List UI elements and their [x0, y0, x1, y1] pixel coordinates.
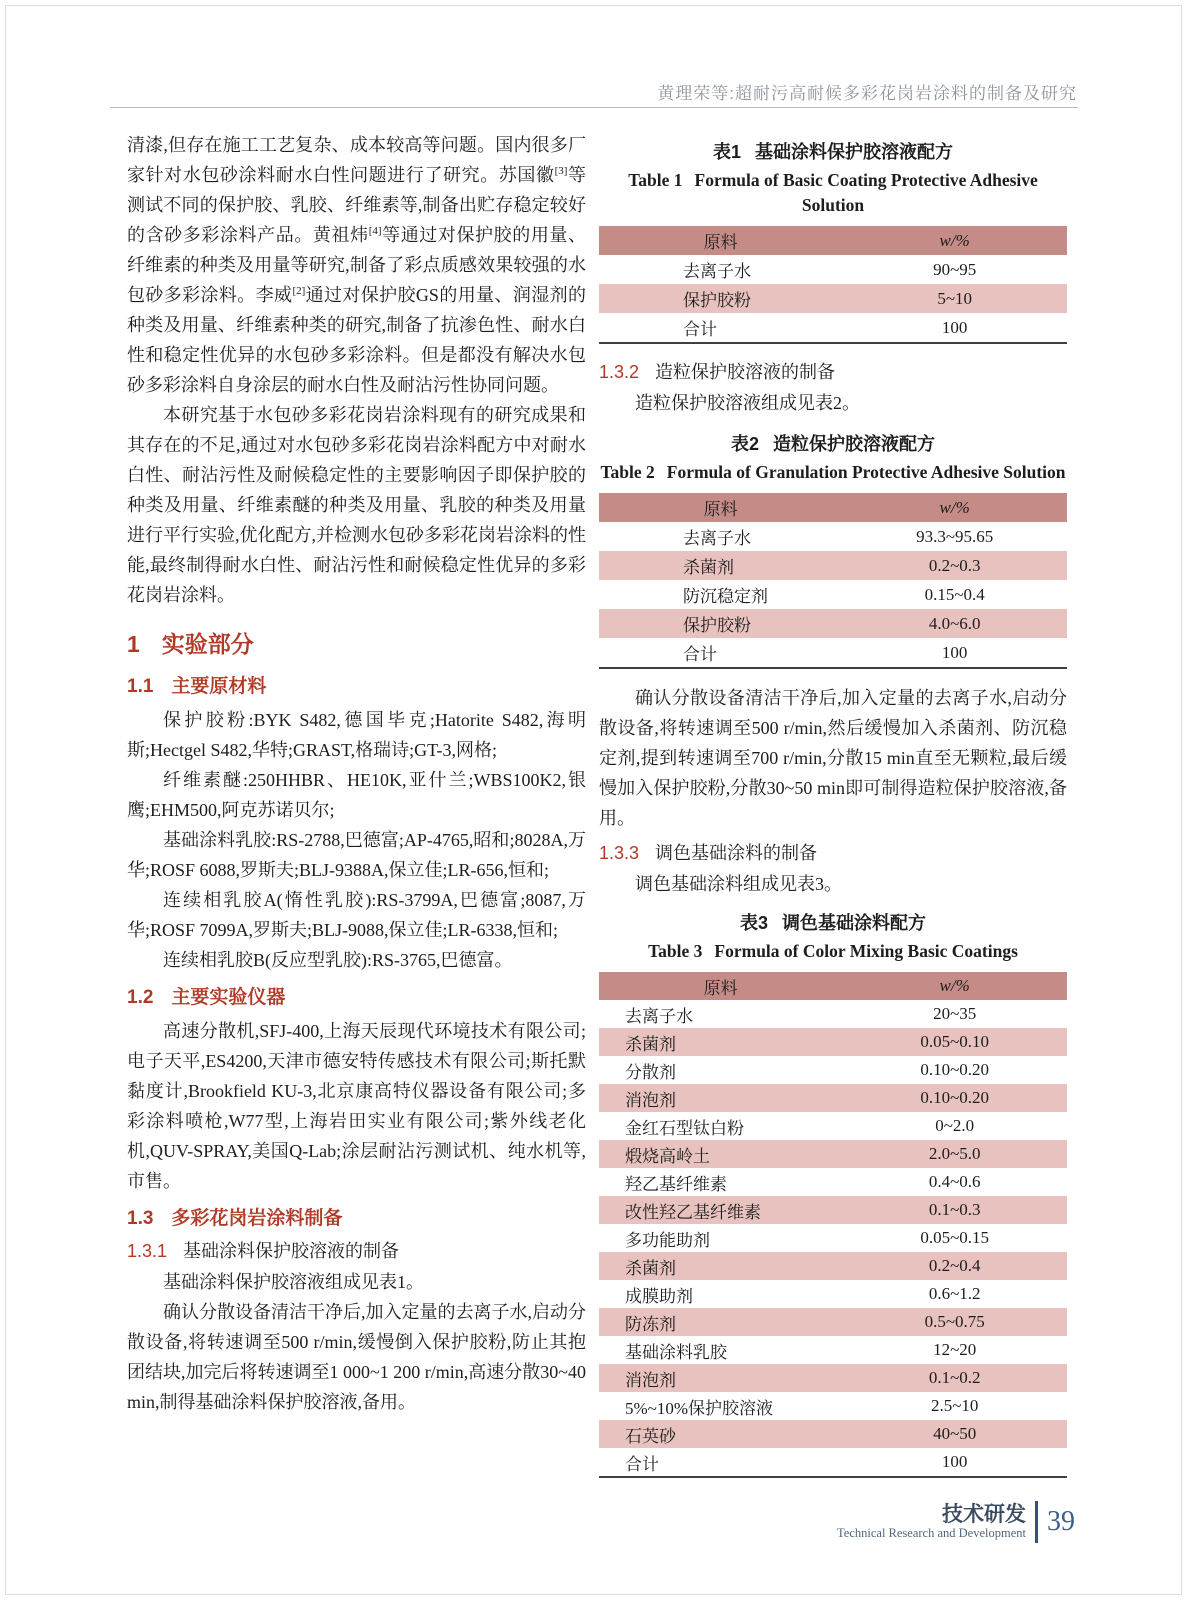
table-title: Formula of Basic Coating Protective Adhesive Solution — [694, 170, 1038, 215]
section-heading-1-3-3 — [599, 839, 1067, 865]
ingredient-cell: 合计 — [683, 320, 717, 339]
value-cell: 0~2.0 — [935, 1116, 975, 1135]
value-cell: 100 — [941, 317, 968, 337]
value-cell: 0.6~1.2 — [928, 1284, 981, 1303]
value-cell: 0.1~0.2 — [928, 1368, 981, 1387]
citation-ref: [4] — [368, 225, 382, 237]
ingredient-cell: 多功能助剂 — [625, 1230, 710, 1250]
table-row — [599, 522, 1067, 551]
value-cell: 0.05~0.10 — [920, 1032, 990, 1051]
paragraph-materials-3: 基础涂料乳胶:RS-2788,巴德富;AP-4765,昭和;8028A,万华;ROSF 6088,罗斯夫;BLJ-9388A,保立佳;LR-656,恒和; — [127, 830, 586, 880]
table-1-title-en — [599, 168, 1067, 218]
section-title: 调色基础涂料的制备 — [655, 843, 818, 863]
ingredient-cell: 金红石型钛白粉 — [625, 1118, 744, 1138]
paragraph-materials-2: 纤维素醚:250HHBR、HE10K,亚什兰;WBS100K2,银鹰;EHM500,阿克苏诺贝尔; — [127, 770, 586, 820]
table-row — [599, 1420, 1067, 1448]
table-row — [599, 1056, 1067, 1084]
ingredient-cell: 基础涂料乳胶 — [625, 1342, 727, 1362]
ingredient-cell: 杀菌剂 — [625, 1258, 676, 1278]
paragraph-intro-2: 本研究基于水包砂多彩花岗岩涂料现有的研究成果和其存在的不足,通过对水包砂多彩花岗岩涂料配方中对耐水白性、耐沾污性及耐候稳定性的主要影响因子即保护胶的种类及用量、纤维素醚的种类及用量、乳胶的种类及用量进行平行实验,优化配方,并检测水包砂多彩花岗岩涂料的性能,最终制得耐水白性、耐沾污性和耐候稳定性优异的多彩花岗岩涂料。 — [127, 405, 586, 605]
table-header-row — [599, 493, 1067, 522]
table-title: 基础涂料保护胶溶液配方 — [755, 142, 953, 162]
section-number: 1.3.2 — [599, 362, 640, 382]
table-row — [599, 284, 1067, 313]
paragraph-materials-4: 连续相乳胶A(惰性乳胶):RS-3799A,巴德富;8087,万华;ROSF 7099A,罗斯夫;BLJ-9088,保立佳;LR-6338,恒和; — [127, 890, 586, 940]
section-number: 1 — [127, 631, 140, 657]
ingredient-cell: 羟乙基纤维素 — [625, 1174, 727, 1194]
footer-divider-bar — [1035, 1501, 1038, 1543]
table-row — [599, 1084, 1067, 1112]
value-cell: 4.0~6.0 — [928, 613, 981, 633]
section-number: 1.3.3 — [599, 843, 640, 863]
ingredient-cell: 杀菌剂 — [625, 1034, 676, 1054]
table-row — [599, 638, 1067, 667]
section-heading-1-3 — [127, 1203, 586, 1230]
value-cell: 20~35 — [933, 1004, 977, 1023]
table-row — [599, 313, 1067, 342]
table-row — [599, 580, 1067, 609]
paragraph-1-3-1-b: 确认分散设备清洁干净后,加入定量的去离子水,启动分散设备,将转速调至500 r/min,缓慢倒入保护胶粉,防止其抱团结块,加完后将转速调至1 000~1 200 r/min,高速分散30~40 min,制得基础涂料保护胶溶液,备用。 — [127, 1302, 586, 1412]
paragraph-materials-1: 保护胶粉:BYK S482,德国毕克;Hatorite S482,海明斯;Hectgel S482,华特;GRAST,格瑞诗;GT-3,网格; — [127, 710, 586, 760]
ingredient-cell: 去离子水 — [683, 529, 751, 548]
table-label: Table 2 — [600, 462, 655, 482]
table-row — [599, 255, 1067, 284]
table-row — [599, 1224, 1067, 1252]
table-header-row — [599, 972, 1067, 1000]
page-number: 39 — [1047, 1506, 1075, 1537]
running-title: 黄理荣等:超耐污高耐候多彩花岗岩涂料的制备及研究 — [657, 84, 1077, 103]
table-3-title-cn — [599, 909, 1067, 935]
section-number: 1.2 — [127, 987, 154, 1008]
paragraph-intro-1 — [127, 130, 586, 400]
table-label: 表3 — [739, 913, 768, 933]
value-cell: 90~95 — [933, 259, 977, 279]
ingredient-cell: 杀菌剂 — [683, 558, 734, 577]
ingredient-cell: 煅烧高岭土 — [625, 1146, 710, 1166]
value-cell: w/% — [939, 976, 970, 995]
paragraph-1-3-1-a: 基础涂料保护胶溶液组成见表1。 — [163, 1272, 424, 1292]
ingredient-cell: 5%~10%保护胶溶液 — [625, 1398, 774, 1418]
citation-ref: [2] — [292, 285, 306, 297]
value-cell: 40~50 — [933, 1424, 977, 1443]
value-cell: 0.1~0.3 — [928, 1200, 981, 1219]
value-cell: 100 — [941, 1452, 968, 1471]
ingredient-cell: 防沉稳定剂 — [683, 587, 768, 606]
table-label: 表1 — [712, 142, 741, 162]
table-row — [599, 1308, 1067, 1336]
table-row — [599, 1196, 1067, 1224]
table-row — [599, 1364, 1067, 1392]
table-1-title-cn — [599, 138, 1067, 164]
value-cell: 2.5~10 — [930, 1396, 979, 1415]
ingredient-cell: 成膜助剂 — [625, 1286, 693, 1306]
table-title: 调色基础涂料配方 — [782, 913, 926, 933]
section-heading-1-3-1 — [127, 1237, 586, 1263]
right-column — [599, 132, 1067, 1478]
table-label: 表2 — [730, 434, 759, 454]
left-column — [127, 130, 586, 1417]
table-2-title-en — [599, 460, 1067, 485]
table-row — [599, 1168, 1067, 1196]
ingredient-cell: 去离子水 — [625, 1006, 693, 1026]
value-cell: 100 — [941, 642, 968, 662]
table-row — [599, 1280, 1067, 1308]
footer-section-cn: 技术研发 — [942, 1503, 1026, 1526]
section-title: 主要原材料 — [171, 676, 267, 697]
value-cell: 12~20 — [933, 1340, 977, 1359]
section-number: 1.3 — [127, 1208, 154, 1229]
table-row — [599, 1392, 1067, 1420]
value-cell: 0.2~0.4 — [928, 1256, 981, 1275]
value-cell: 0.05~0.15 — [920, 1228, 990, 1247]
paragraph-1-3-2-b: 确认分散设备清洁干净后,加入定量的去离子水,启动分散设备,将转速调至500 r/min,然后缓慢加入杀菌剂、防沉稳定剂,提到转速调至700 r/min,分散15 min直至无颗粒,最后缓慢加入保护胶粉,分散30~50 min即可制得造粒保护胶溶液,备用。 — [599, 688, 1067, 828]
table-row — [599, 1000, 1067, 1028]
table-1 — [599, 226, 1067, 344]
table-2 — [599, 493, 1067, 669]
table-label: Table 3 — [648, 941, 703, 961]
table-row — [599, 1028, 1067, 1056]
paragraph-materials-5: 连续相乳胶B(反应型乳胶):RS-3765,巴德富。 — [163, 950, 513, 970]
ingredient-cell: 改性羟乙基纤维素 — [625, 1202, 761, 1222]
table-3 — [599, 972, 1067, 1478]
section-number: 1.3.1 — [127, 1241, 168, 1261]
value-cell: w/% — [939, 230, 970, 250]
table-label: Table 1 — [628, 170, 683, 190]
section-heading-1 — [127, 626, 586, 659]
ingredient-cell: 保护胶粉 — [683, 291, 751, 310]
citation-ref: [3] — [554, 165, 568, 177]
table-row — [599, 551, 1067, 580]
paragraph-text: 等测试不同的保护胶、乳胶、纤维素等,制备出贮存稳定较好的含砂多彩涂料产品。黄祖炜 — [127, 165, 587, 245]
table-header-row — [599, 226, 1067, 255]
paragraph-instruments: 高速分散机,SFJ-400,上海天辰现代环境技术有限公司;电子天平,ES4200,天津市德安特传感技术有限公司;斯托默黏度计,Brookfield KU-3,北京康高特仪器设备有限公司;多彩涂料喷枪,W77型,上海岩田实业有限公司;紫外线老化机,QUV-SPRAY,美国Q-Lab;涂层耐沾污测试机、纯水机等,市售。 — [127, 1021, 586, 1191]
ingredient-cell: 原料 — [703, 978, 738, 998]
table-row — [599, 1252, 1067, 1280]
value-cell: 2.0~5.0 — [928, 1144, 981, 1163]
value-cell: w/% — [939, 497, 970, 517]
ingredient-cell: 去离子水 — [683, 262, 751, 281]
value-cell: 0.10~0.20 — [920, 1088, 990, 1107]
table-row — [599, 1140, 1067, 1168]
table-3-block — [599, 909, 1067, 1478]
paragraph-text: 等通过对保护胶的用量、纤维素的种类及用量等研究,制备了彩点质感效果较强的水包砂多彩涂料。李威 — [127, 225, 587, 305]
value-cell: 0.4~0.6 — [928, 1172, 981, 1191]
section-number: 1.1 — [127, 676, 154, 697]
section-title: 基础涂料保护胶溶液的制备 — [183, 1241, 400, 1261]
section-heading-1-1 — [127, 671, 586, 698]
paragraph-1-3-3-a: 调色基础涂料组成见表3。 — [635, 874, 842, 894]
ingredient-cell: 消泡剂 — [625, 1090, 676, 1110]
ingredient-cell: 原料 — [703, 233, 738, 252]
ingredient-cell: 防冻剂 — [625, 1314, 676, 1334]
table-title: Formula of Granulation Protective Adhesive Solution — [666, 462, 1066, 482]
section-title: 主要实验仪器 — [171, 987, 286, 1008]
table-2-title-cn — [599, 430, 1067, 456]
page-footer — [837, 1501, 1075, 1543]
footer-section-en: Technical Research and Development — [837, 1526, 1026, 1540]
paragraph-text: 通过对保护胶GS的用量、润湿剂的种类及用量、纤维素种类的研究,制备了抗渗色性、耐水白性和稳定性优异的水包砂多彩涂料。但是都没有解决水包砂多彩涂料自身涂层的耐水白性及耐沾污性协同问题。 — [127, 285, 586, 395]
value-cell: 0.5~0.75 — [924, 1312, 985, 1331]
value-cell: 93.3~95.65 — [916, 526, 994, 546]
paragraph-1-3-2-a: 造粒保护胶溶液组成见表2。 — [635, 393, 860, 413]
table-1-block — [599, 138, 1067, 344]
section-title: 造粒保护胶溶液的制备 — [655, 362, 836, 382]
footer-labels — [837, 1503, 1026, 1541]
table-row — [599, 1112, 1067, 1140]
table-row — [599, 1448, 1067, 1476]
table-title: Formula of Color Mixing Basic Coatings — [714, 941, 1018, 961]
section-heading-1-2 — [127, 982, 586, 1009]
paragraph-text: 清漆,但存在施工工艺复杂、成本较高等问题。国内很多厂家针对水包砂涂料耐水白性问题进行了研究。苏国徽 — [127, 135, 586, 185]
table-row — [599, 1336, 1067, 1364]
value-cell: 5~10 — [937, 288, 973, 308]
ingredient-cell: 合计 — [683, 645, 717, 664]
ingredient-cell: 消泡剂 — [625, 1370, 676, 1390]
value-cell: 0.10~0.20 — [920, 1060, 990, 1079]
section-title: 多彩花岗岩涂料制备 — [171, 1208, 343, 1229]
value-cell: 0.2~0.3 — [928, 555, 981, 575]
ingredient-cell: 石英砂 — [625, 1426, 676, 1446]
ingredient-cell: 保护胶粉 — [683, 616, 751, 635]
section-heading-1-3-2 — [599, 358, 1067, 384]
ingredient-cell: 合计 — [625, 1454, 659, 1474]
value-cell: 0.15~0.4 — [924, 584, 985, 604]
table-3-title-en — [599, 939, 1067, 964]
ingredient-cell: 分散剂 — [625, 1062, 676, 1082]
ingredient-cell: 原料 — [703, 500, 738, 519]
header-divider — [110, 107, 1078, 108]
table-row — [599, 609, 1067, 638]
table-title: 造粒保护胶溶液配方 — [773, 434, 935, 454]
table-2-block — [599, 430, 1067, 669]
section-title: 实验部分 — [161, 631, 254, 657]
